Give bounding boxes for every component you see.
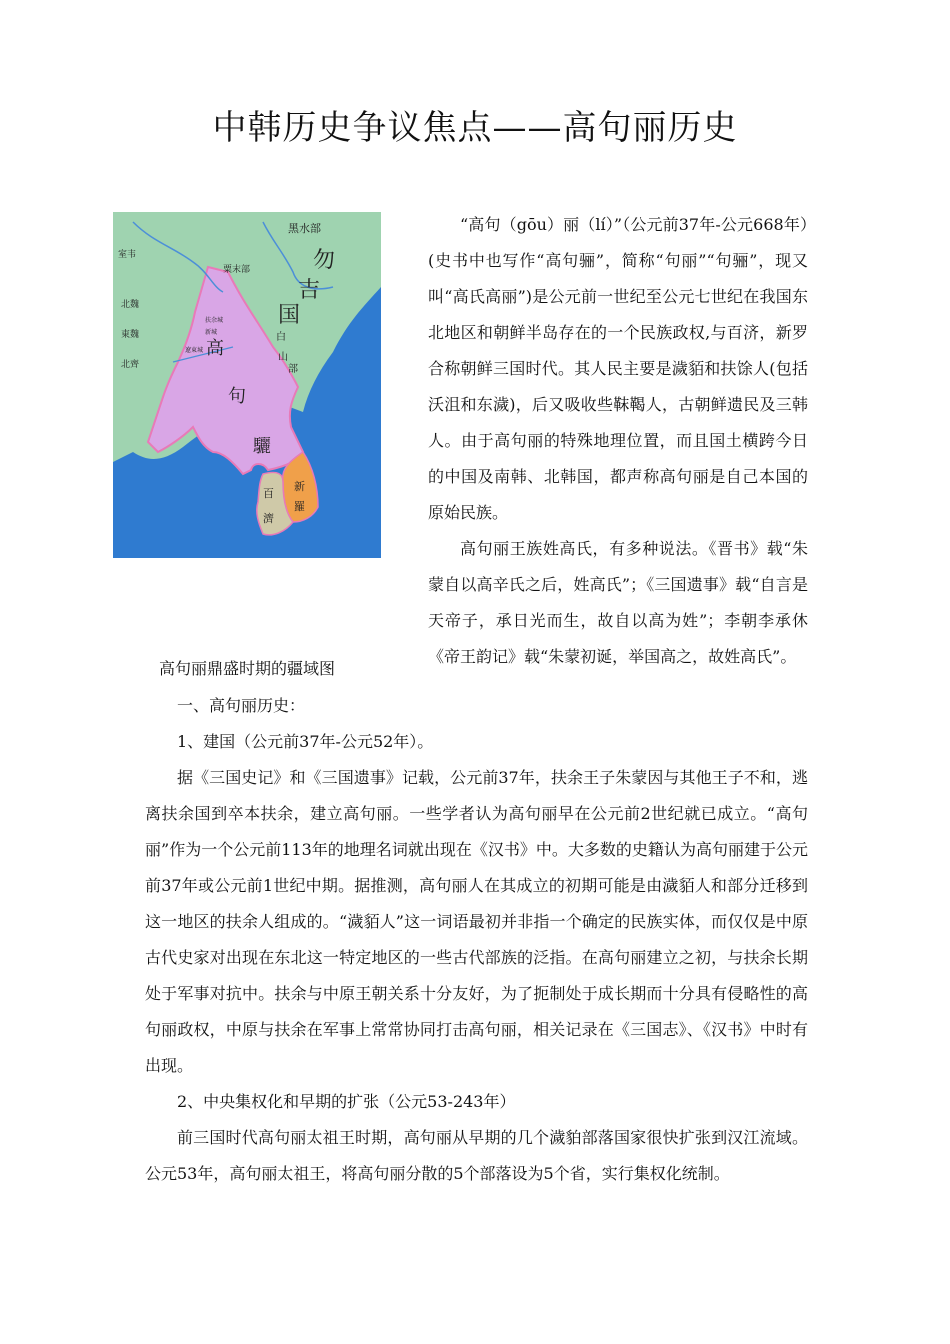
- subsection-heading-founding: 1、建国（公元前37年-公元52年）。: [177, 732, 434, 751]
- paragraph-founding: 据《三国史记》和《三国遗事》记载，公元前37年，扶余王子朱蒙因与其他王子不和，逃离扶余国到卒本扶余，建立高句丽。一些学者认为高句丽早在公元前2世纪就已成立。“高句丽”作为一个公元前113年的地理名词就出现在《汉书》中。大多数的史籍认为高句丽建于公元前37年或公元前1世纪中期。据推测，高句丽人在其成立的初期可能是由濊貊人和部分迁移到这一地区的扶余人组成的。“濊貊人”这一词语最初并非指一个确定的民族实体，而仅仅是中原古代史家对出现在东北这一特定地区的一些古代部族的泛指。在高句丽建立之初，与扶余长期处于军事对抗中。扶余与中原王朝关系十分友好，为了扼制处于成长期而十分具有侵略性的高句丽政权，中原与扶余在军事上常常协同打击高句丽，相关记录在《三国志》、《汉书》中时有出现。: [145, 768, 808, 1075]
- map-label-xinluo-2: 羅: [294, 500, 305, 513]
- map-label-xincheng: 新城: [205, 329, 218, 336]
- paragraph-centralization: 前三国时代高句丽太祖王时期，高句丽从早期的几个濊貃部落国家很快扩张到汉江流域。公元53年，高句丽太祖王，将高句丽分散的5个部落设为5个省，实行集权化统制。: [145, 1128, 808, 1183]
- map-label-gaogouli-2: 句: [228, 386, 246, 407]
- map-label-wuji-1: 勿: [313, 248, 336, 273]
- section-heading-history: 一、高句丽历史：: [177, 696, 306, 715]
- intro-paragraph-1: “高句（gōu）丽（lí）”（公元前37年-公元668年）(史书中也写作“高句骊”，简称“句丽”“句骊”，现又叫“高氏高丽”)是公元前一世纪至公元七世纪在我国东北地区和朝鲜半岛存在的一个民族政权,与百济，新罗合称朝鲜三国时代。其人民主要是濊貊和扶馀人(包括沃沮和东濊)，后又吸收些靺鞨人，古朝鲜遗民及三韩人。由于高句丽的特殊地理位置，而且国土横跨今日的中国及南韩、北韩国，都声称高句丽是自己本国的原始民族。: [428, 215, 808, 522]
- map-label-liaodong: 遼東城: [185, 347, 204, 354]
- map-caption: 高句丽鼎盛时期的疆域图: [158, 659, 335, 678]
- map-label-gaogouli-3: 驪: [253, 436, 271, 457]
- map-label-beiwei: 北魏: [121, 300, 140, 310]
- intro-paragraph-2: 高句丽王族姓高氏，有多种说法。《晋书》载“朱蒙自以高辛氏之后，姓高氏”；《三国遗事》载“自言是天帝子，承日光而生，故自以高为姓”；李朝李承休《帝王韵记》载“朱蒙初诞，举国高之，故姓高氏”。: [428, 539, 808, 666]
- map-graphic: [113, 212, 381, 558]
- map-label-baishan-2: 山: [278, 352, 288, 363]
- map-label-baiji-2: 濟: [263, 512, 274, 525]
- map-label-fuyu: 扶余城: [205, 317, 224, 324]
- map-label-shiwei: 室韦: [118, 250, 137, 260]
- map-label-wuji-3: 国: [278, 303, 301, 328]
- map-label-sumo: 粟末部: [223, 265, 251, 275]
- map-label-beiqi: 北齊: [121, 360, 140, 370]
- map-label-wuji-2: 吉: [298, 278, 321, 303]
- map-label-baishan-3: 部: [288, 364, 298, 375]
- subsection-heading-centralization: 2、中央集权化和早期的扩张（公元53-243年）: [177, 1092, 516, 1111]
- main-body: [145, 688, 808, 1192]
- map-label-baishan-1: 白: [276, 332, 286, 343]
- map-label-heishui: 黑水部: [288, 222, 321, 235]
- map-label-baiji-1: 百: [263, 487, 274, 500]
- map-label-dongwei: 東魏: [121, 330, 140, 340]
- intro-column: [428, 207, 808, 675]
- goguryeo-territory-map: [113, 212, 381, 558]
- document-title: 中韩历史争议焦点——高句丽历史: [212, 108, 738, 148]
- map-label-gaogouli-1: 高: [206, 338, 224, 359]
- map-label-xinluo-1: 新: [294, 480, 305, 493]
